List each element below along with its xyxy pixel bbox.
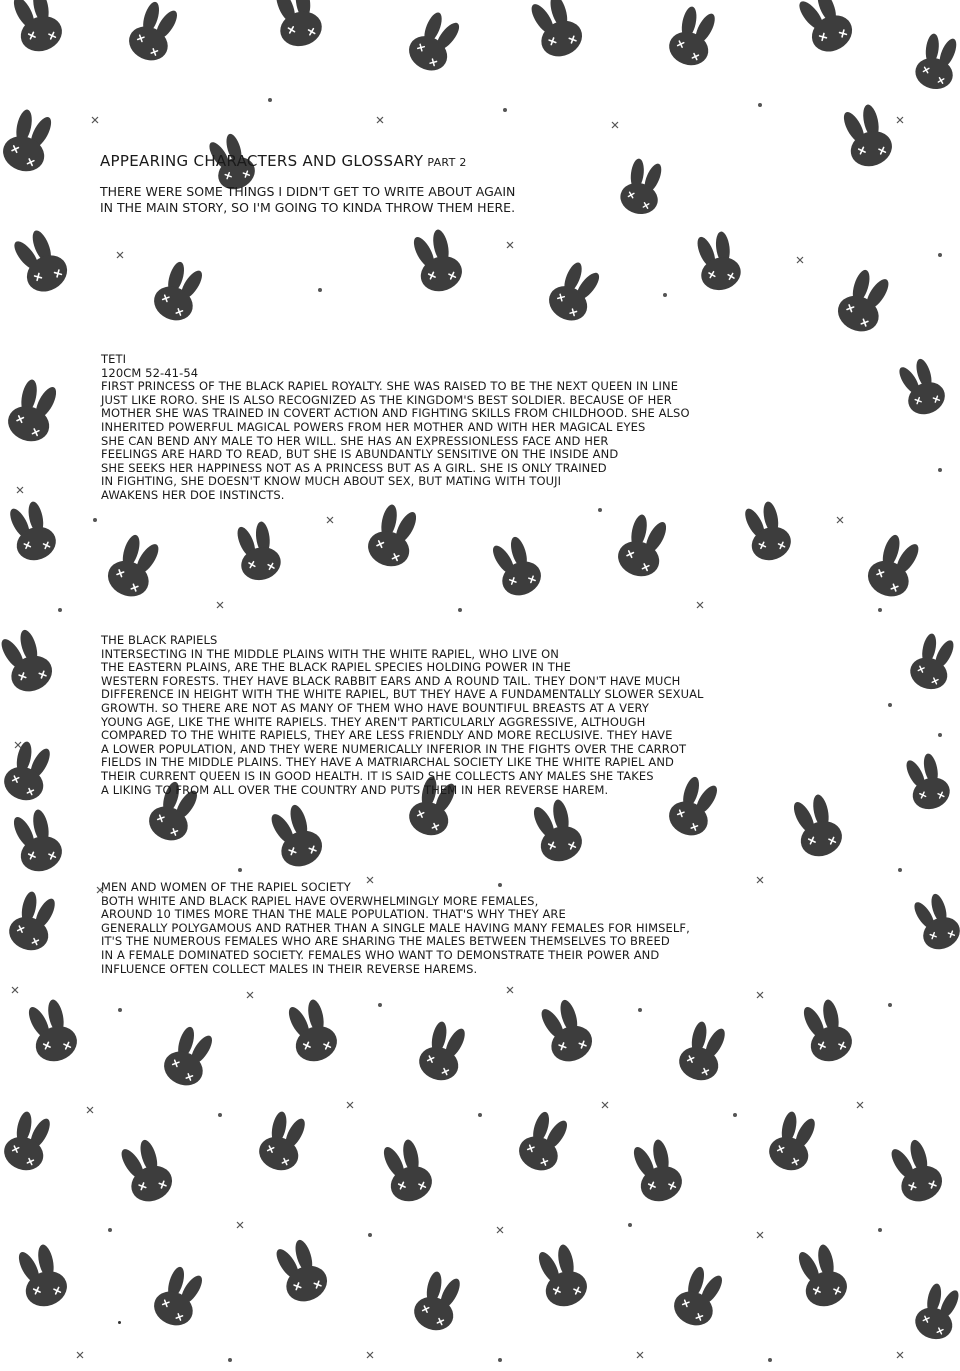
entry-line: COMPARED TO THE WHITE RAPIELS, THEY ARE LESS FRIENDLY AND MORE RECLUSIVE. THEY HAVE — [101, 728, 673, 743]
entry-line: 120CM 52-41-54 — [101, 365, 199, 380]
entry-line: INFLUENCE OFTEN COLLECT MALES IN THEIR REVERSE HAREMS. — [101, 961, 478, 976]
entry-line: FIRST PRINCESS OF THE BLACK RAPIEL ROYALTY. SHE WAS RAISED TO BE THE NEXT QUEEN IN LINE — [101, 379, 679, 394]
entry-line: YOUNG AGE, LIKE THE WHITE RAPIELS. THEY AREN'T PARTICULARLY AGGRESSIVE, ALTHOUGH — [101, 714, 646, 729]
entry-heading: MEN AND WOMEN OF THE RAPIEL SOCIETY — [101, 880, 351, 894]
entry-line: IN A FEMALE DOMINATED SOCIETY. FEMALES WHO WANT TO DEMONSTRATE THEIR POWER AND — [101, 947, 660, 962]
entry-rapiel-society — [101, 881, 690, 976]
page-title — [100, 152, 467, 172]
entry-line: INTERSECTING IN THE MIDDLE PLAINS WITH THE WHITE RAPIEL, WHO LIVE ON — [101, 646, 559, 661]
entry-line: GROWTH. SO THERE ARE NOT AS MANY OF THEM WHO HAVE BOUNTIFUL BREASTS AT A VERY — [101, 700, 649, 715]
entry-line: SHE CAN BEND ANY MALE TO HER WILL. SHE HAS AN EXPRESSIONLESS FACE AND HER — [101, 433, 609, 448]
intro-line: THERE WERE SOME THINGS I DIDN'T GET TO WRITE ABOUT AGAIN — [100, 184, 516, 199]
entry-black-rapiels — [101, 634, 704, 797]
entry-line: IT'S THE NUMEROUS FEMALES WHO ARE SHARING THE MALES BETWEEN THEMSELVES TO BREED — [101, 934, 670, 949]
entry-line: THEIR CURRENT QUEEN IS IN GOOD HEALTH. IT IS SAID SHE COLLECTS ANY MALES SHE TAKES — [101, 768, 654, 783]
entry-line: BOTH WHITE AND BLACK RAPIEL HAVE OVERWHELMINGLY MORE FEMALES, — [101, 893, 539, 908]
entry-line: INHERITED POWERFUL MAGICAL POWERS FROM HER MOTHER AND WITH HER MAGICAL EYES — [101, 419, 646, 434]
entry-line: MOTHER SHE WAS TRAINED IN COVERT ACTION AND FIGHTING SKILLS FROM CHILDHOOD. SHE ALSO — [101, 406, 690, 421]
page-title-part: PART 2 — [427, 156, 467, 169]
intro-text — [100, 184, 515, 215]
intro-line: IN THE MAIN STORY, SO I'M GOING TO KINDA THROW THEM HERE. — [100, 199, 516, 215]
entry-line: WESTERN FORESTS. THEY HAVE BLACK RABBIT EARS AND A ROUND TAIL. THEY DON'T HAVE MUCH — [101, 673, 681, 688]
entry-line: JUST LIKE RORO. SHE IS ALSO RECOGNIZED AS THE KINGDOM'S BEST SOLDIER. BECAUSE OF HER — [101, 392, 672, 407]
entry-line: AWAKENS HER DOE INSTINCTS. — [101, 487, 285, 502]
entry-line: THE EASTERN PLAINS, ARE THE BLACK RAPIEL SPECIES HOLDING POWER IN THE — [101, 660, 571, 675]
entry-line: DIFFERENCE IN HEIGHT WITH THE WHITE RAPIEL, BUT THEY HAVE A FUNDAMENTALLY SLOWER SEXUAL — [101, 687, 704, 702]
entry-line: A LIKING TO FROM ALL OVER THE COUNTRY AND PUTS THEM IN HER REVERSE HAREM. — [101, 782, 609, 797]
entry-line: FIELDS IN THE MIDDLE PLAINS. THEY HAVE A MATRIARCHAL SOCIETY LIKE THE WHITE RAPIEL AND — [101, 755, 674, 770]
entry-line: IN FIGHTING, SHE DOESN'T KNOW MUCH ABOUT SEX, BUT MATING WITH TOUJI — [101, 474, 562, 489]
page-title-text: APPEARING CHARACTERS AND GLOSSARY — [100, 152, 424, 170]
entry-teti — [101, 353, 690, 503]
entry-line: AROUND 10 TIMES MORE THAN THE MALE POPULATION. THAT'S WHY THEY ARE — [101, 907, 566, 922]
entry-line: SHE SEEKS HER HAPPINESS NOT AS A PRINCESS BUT AS A GIRL. SHE IS ONLY TRAINED — [101, 460, 607, 475]
entry-heading: THE BLACK RAPIELS — [101, 633, 218, 647]
entry-line: GENERALLY POLYGAMOUS AND RATHER THAN A SINGLE MALE HAVING MANY FEMALES FOR HIMSELF, — [101, 920, 690, 935]
stray-dot — [118, 1321, 121, 1324]
entry-line: A LOWER POPULATION, AND THEY WERE NUMERICALLY INFERIOR IN THE FIGHTS OVER THE CARROT — [101, 741, 687, 756]
entry-line: FEELINGS ARE HARD TO READ, BUT SHE IS ABUNDANTLY SENSITIVE ON THE INSIDE AND — [101, 447, 619, 462]
entry-heading: TETI — [101, 352, 127, 366]
